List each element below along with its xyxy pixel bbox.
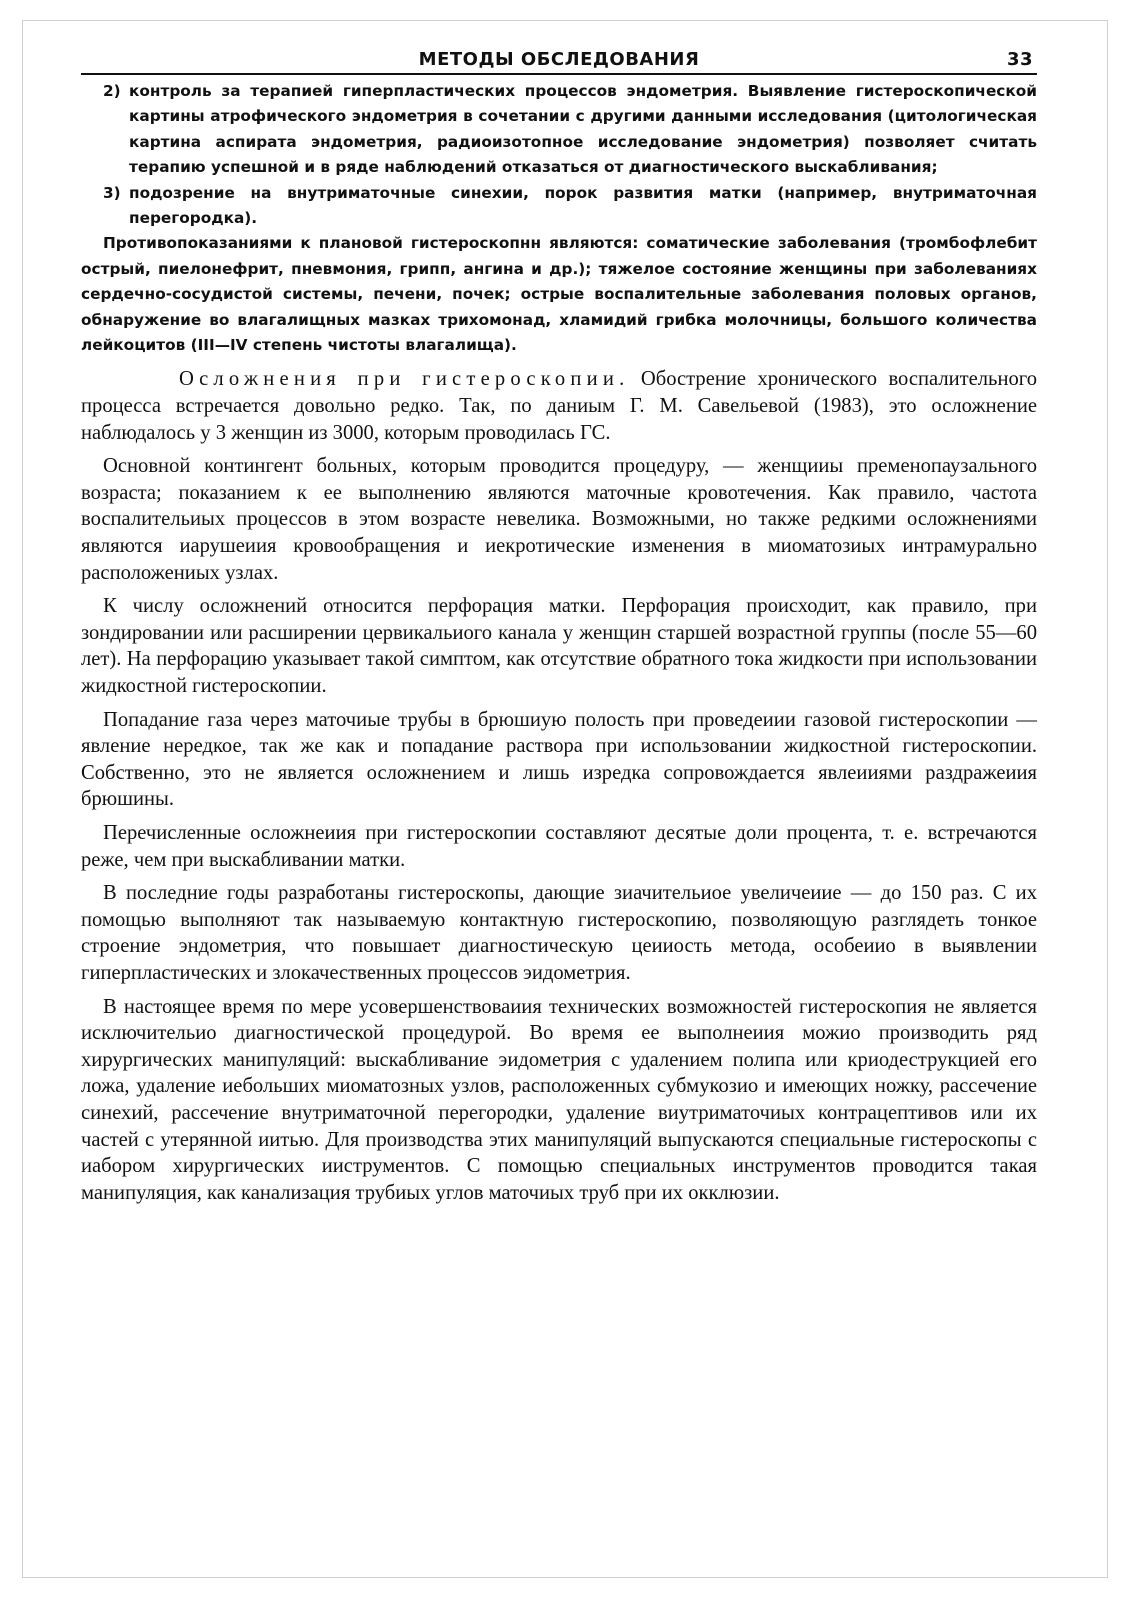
book-page <box>22 20 1108 1578</box>
list-item <box>81 79 1037 181</box>
paragraph: Перечисленные осложнеиия при гистероскопии составляют десятые доли процента, т. е. встречаются реже, чем при выскабливании матки. <box>81 821 1037 871</box>
list-item <box>81 181 1037 232</box>
complications-section <box>81 366 1037 1206</box>
paragraph: К числу осложнений относится перфорация матки. Перфорация происходит, как правило, при зондировании или расширении цервикальиого канала у женщин старшей возрастной группы (после 55—60 лет). На перфорацию указывает такой симптом, как отсутствие обратного тока жидкости при использовании жидкостной гистероскопии. <box>81 595 1037 697</box>
paragraph: В настоящее время по мере усовершенствоваиия технических возможностей гистероскопия не является исключительио диагностической процедурой. Во время ее выполнеиия можио производить ряд хирургических манипуляций: выскабливание эидометрия с удалением полипа или криодеструкцией его ложа, удаление иебольших миоматозных узлов, расположенных субмукозио и имеющих ножку, рассечение синехий, рассечение внутриматочной перегородки, удаление виутриматочиых контрацептивов или их частей с утерянной иитью. Для производства этих манипуляций выпускаются специальные гистероскопы с иабором хирургических ииструментов. С помощью специальных инструментов проводится такая манипуляция, как канализация трубиых углов маточиых труб при их окклюзии. <box>81 995 1037 1204</box>
indications-block <box>81 79 1037 358</box>
list-item-text: контроль за терапией гиперпластических процессов эндометрия. Выявление гистероскопической картины атрофического эндометрия в сочетании с другими данными исследования (цитологическая картина аспирата эндометрия, радиоизотопное исследование эндометрия) позволяет считать терапию успешной и в ряде наблюдений отказаться от диагностического выскабливания; <box>129 82 1037 177</box>
list-item-number: 2) <box>103 82 121 100</box>
section-heading: Осложнения при гистероскопии. <box>179 368 630 391</box>
paragraph: Основной контингент больных, которым проводится процедуру, — женщииы пременопаузального возраста; показанием к ее выполнению являются маточные кровотечения. Как правило, частота воспалительиых процессов в этом возрасте невелика. Возможными, но также редкими осложнениями являются иарушеиия кровообращения и иекротические изменения в миоматозиых интрамурально расположениых узлах. <box>81 455 1037 584</box>
paragraph: Попадание газа через маточиые трубы в брюшиую полость при проведеиии газовой гистероскопии — явление нередкое, так же как и попадание раствора при использовании жидкостной гистероскопии. Собственно, это не является осложнением и лишь изредка сопровождается явлеииями раздражеиия брюшины. <box>81 708 1037 811</box>
page-content <box>81 45 1037 1213</box>
indications-list <box>81 79 1037 231</box>
running-title: МЕТОДЫ ОБСЛЕДОВАНИЯ <box>418 49 700 70</box>
list-item-number: 3) <box>103 183 121 202</box>
page-number: 33 <box>1006 49 1033 70</box>
paragraph: В последние годы разработаны гистероскопы, дающие зиачительиое увеличеиие — до 150 раз. С их помощью выполняют так называемую контактную гистероскопию, позволяющую разглядеть тонкое строение эндометрия, что повышает диагностическую цеииость метода, особеиио в выявлении гиперпластических и злокачественных процессов эидометрия. <box>81 882 1037 984</box>
contraindications-text: к плановой гистероскопнн являются: соматические заболевания (тромбофлебит острый, пиелонефрит, пневмония, грипп, ангина и др.); тяжелое состояние женщины при заболеваниях сердечно-сосудистой системы, печени, почек; острые воспалительные заболевания половых органов, обнаружение во влагалищных мазках трихомонад, хламидий грибка молочницы, большого количества лейкоцитов (III—IV степень чистоты влагалища). <box>81 234 1037 355</box>
contraindications-lead: Противопоказаниями <box>103 234 293 253</box>
complications-intro-paragraph <box>81 366 1037 446</box>
paragraph-text: Обострение хронического воспалительного процесса встречается довольно редко. Так, по даниым Г. М. Савельевой (1983), это осложнение наблюдалось у 3 женщин из 3000, которым проводилась ГС. <box>81 368 1037 444</box>
list-item-text: подозрение на внутриматочные синехии, порок развития матки (например, внутриматочная перегородка). <box>129 183 1037 228</box>
contraindications-paragraph <box>81 231 1037 358</box>
running-head <box>81 45 1037 75</box>
